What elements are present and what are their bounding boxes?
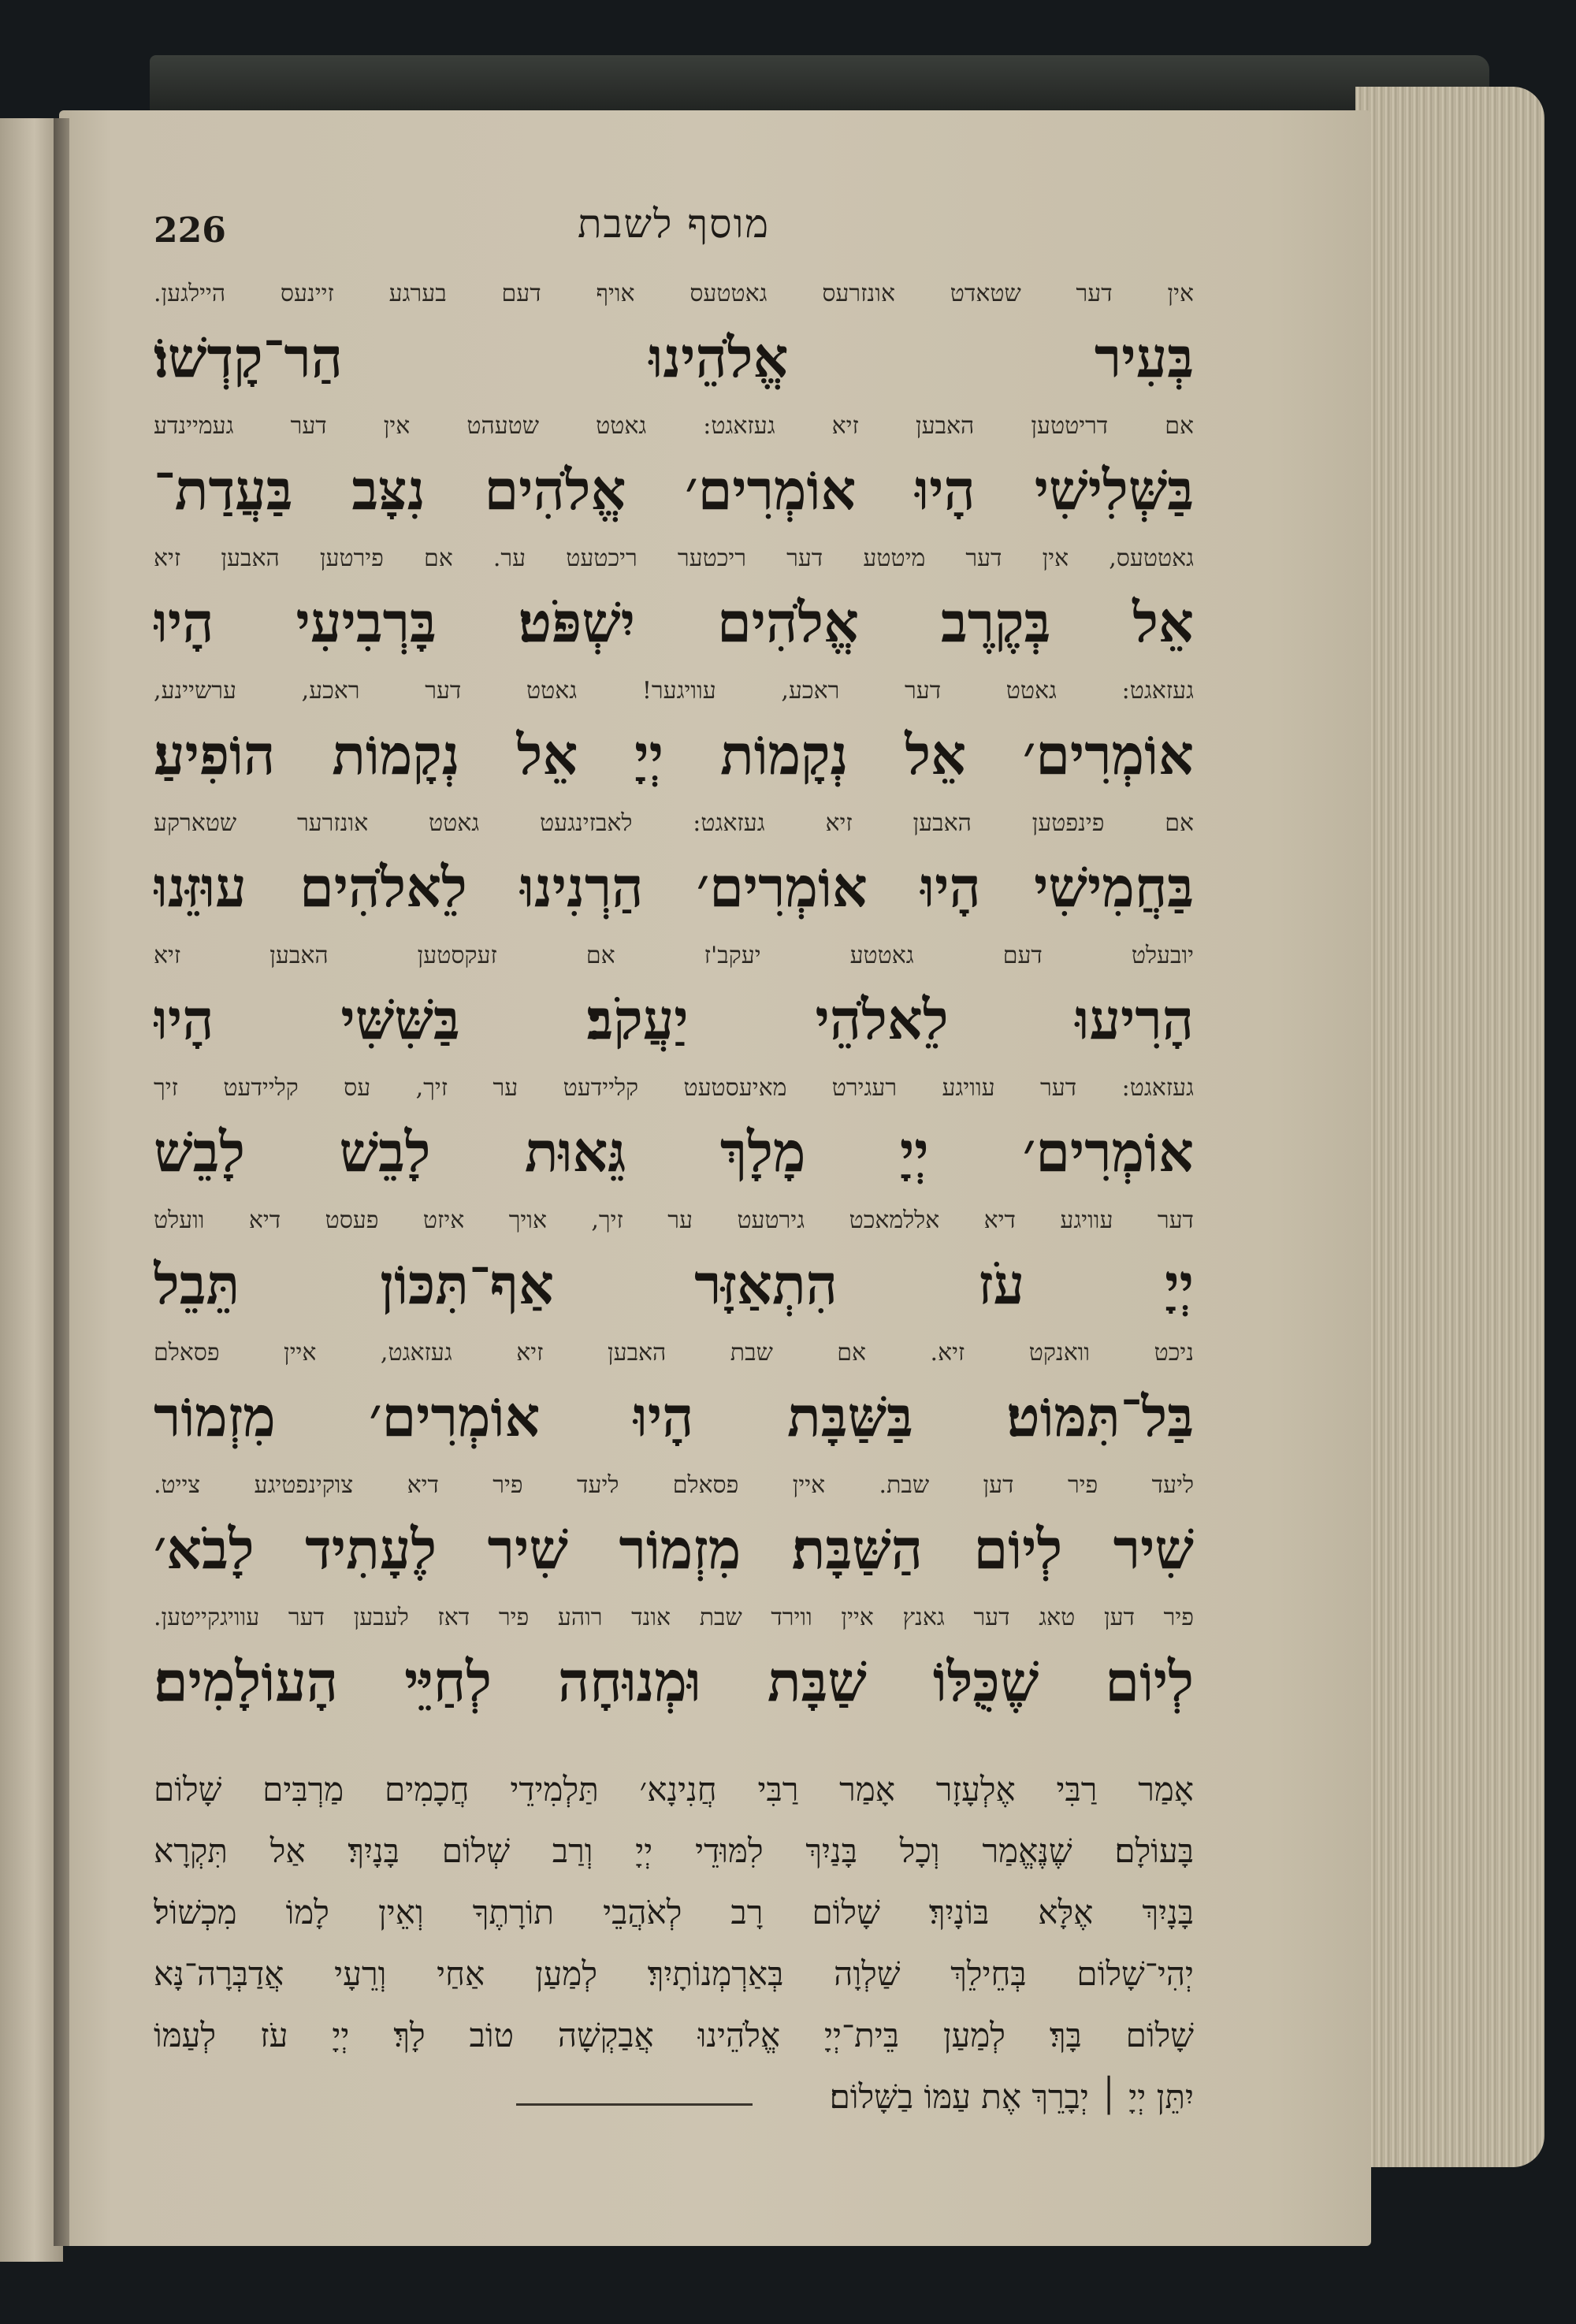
hebrew-verse-line: אֵל בְּקֶרֶב אֱלֹהִים יִשְׁפֹּט׃ בָּרְבִיעִי הָיוּ	[154, 589, 1194, 655]
verse-pair	[154, 805, 1194, 933]
yiddish-gloss-line: פיר דען טאג דער גאנץ איין ווירד שבת אונד רוהע פיר דאז לעבען דער עוויגקייטען.	[154, 1604, 1194, 1631]
yiddish-gloss-line: געזאגט: דער עוויגע רעגירט מאיעסטעט קליידעט ער זיך, עס קליידעט זיך	[154, 1074, 1194, 1102]
yiddish-gloss-line: געזאגט: גאטט דער ראכע, עוויגער! גאטט דער ראכע, ערשיינע,	[154, 677, 1194, 705]
paragraph-line: בָּנָיִךְ אֶלָּא בּוֹנָיִךְ׃ שָׁלוֹם רָב לְאֹהֲבֵי תוֹרָתֶךָ וְאֵין לָמוֹ מִכְשׁוֹל׃	[154, 1893, 1194, 1932]
running-title: מוסף לשבת	[577, 201, 771, 247]
verse-pair	[154, 1070, 1194, 1198]
hebrew-verse-line: בְּעִיר אֱלֹהֵינוּ הַר־קָדְשׁוֹ׃	[154, 325, 1194, 390]
page-text	[154, 201, 1194, 2128]
verse-pair	[154, 938, 1194, 1065]
paragraph-line: יְהִי־שָׁלוֹם בְּחֵילֵךְ שַׁלְוָה בְּאַרְמְנוֹתָיִךְ׃ לְמַעַן אַחַי וְרֵעָי אֲדַבְּרָה־נָּא	[154, 1954, 1194, 1993]
hebrew-verse-line: בַּל־תִּמּוֹט׃ בַּשַּׁבָּת הָיוּ אוֹמְרִים׳ מִזְמוֹר	[154, 1384, 1194, 1449]
hebrew-verse-line: לְיוֹם שֶׁכֻּלּוֹ שַׁבָּת וּמְנוּחָה לְחַיֵּי הָעוֹלָמִים׃	[154, 1649, 1194, 1714]
verse-pair	[154, 276, 1194, 403]
paragraph-line: בָּעוֹלָם׃ שֶׁנֶּאֱמַר וְכָל בָּנַיִךְ לִמּוּדֵי יְיָ וְרַב שְׁלוֹם בָּנָיִךְ׃ אַל תִּקְרָא	[154, 1831, 1194, 1870]
page-block-edge	[1355, 87, 1544, 2167]
paragraph-line: שָׁלוֹם בָּךְ׃ לְמַעַן בֵּית־יְיָ אֱלֹהֵינוּ אֲבַקְשָׁה טוֹב לָךְ׃ יְיָ עֹז לְעַמּוֹ	[154, 2016, 1194, 2054]
binding-gutter	[54, 118, 69, 2246]
hebrew-verse-line: בַּשְּׁלִישִׁי הָיוּ אוֹמְרִים׳ אֱלֹהִים נִצָּב בַּעֲדַת־	[154, 457, 1194, 522]
paragraph-line: אָמַר רַבִּי אֶלְעָזָר אָמַר רַבִּי חֲנִינָא׳ תַּלְמִידֵי חֲכָמִים מַרְבִּים שָׁלוֹם	[154, 1770, 1194, 1809]
page-header	[154, 201, 1194, 276]
paragraph-line: יִתֵּן יְיָ ׀ יְבָרֵךְ אֶת עַמּוֹ בַשָּׁלוֹם׃	[829, 2077, 1194, 2116]
verse-pair	[154, 1335, 1194, 1463]
closing-paragraph	[154, 1759, 1194, 2128]
yiddish-gloss-line: יובעלט דעם גאטטע יעקב'ז אם זעקסטען האבען זיא	[154, 942, 1194, 969]
yiddish-gloss-line: אם דריטטען האבען זיא געזאגט: גאטט שטעהט אין דער געמיינדע	[154, 412, 1194, 440]
verse-pair	[154, 673, 1194, 801]
page-number: 226	[154, 210, 226, 251]
hebrew-verse-line: אוֹמְרִים׳ אֵל נְקָמוֹת יְיָ אֵל נְקָמוֹת הוֹפִיעַ׃	[154, 722, 1194, 787]
yiddish-gloss-line: אין דער שטאדט אונזרעס גאטטעס אויף דעם בערגע זיינעס היילגען.	[154, 280, 1194, 307]
hebrew-verse-line: בַּחֲמִישִׁי הָיוּ אוֹמְרִים׳ הַרְנִינוּ לֵאלֹהִים עוּזֵּנוּ	[154, 854, 1194, 920]
yiddish-gloss-line: ניכט וואנקט זיא. אם שבת האבען זיא געזאגט, איין פסאלם	[154, 1339, 1194, 1367]
verse-pair	[154, 1203, 1194, 1330]
hebrew-verse-line: אוֹמְרִים׳ יְיָ מָלָךְ גֵּאוּת לָבֵשׁ לָבֵשׁ	[154, 1119, 1194, 1184]
verse-pair	[154, 408, 1194, 536]
verse-pair	[154, 541, 1194, 668]
yiddish-gloss-line: דער עוויגע דיא אללמאכט גירטעט ער זיך, אויך איזט פעסט דיא וועלט	[154, 1207, 1194, 1234]
verse-pair	[154, 1600, 1194, 1727]
hebrew-verse-line: יְיָ עֹז הִתְאַזָּר אַף־תִּכּוֹן תֵּבֵל	[154, 1251, 1194, 1317]
book-cover-edge	[150, 55, 1489, 118]
yiddish-gloss-line: אם פינפטען האבען זיא געזאגט: לאבזינגעט גאטט אונזרער שטארקע	[154, 809, 1194, 837]
verse-pair	[154, 1467, 1194, 1595]
yiddish-gloss-line: ליעד פיר דען שבת. איין פסאלם ליעד פיר דיא צוקינפטיגע צייט.	[154, 1471, 1194, 1499]
hebrew-verse-line: הָרִיעוּ לֵאלֹהֵי יַעֲקֹב׃ בַּשִּׁשִּׁי הָיוּ	[154, 987, 1194, 1052]
section-divider-rule	[516, 2103, 753, 2106]
yiddish-gloss-line: גאטטעס, אין דער מיטטע דער ריכטער ריכטעט ער. אם פירטען האבען זיא	[154, 545, 1194, 572]
hebrew-verse-line: שִׁיר לְיוֹם הַשַּׁבָּת׃ מִזְמוֹר שִׁיר לֶעָתִיד לָבֹא׳	[154, 1516, 1194, 1582]
